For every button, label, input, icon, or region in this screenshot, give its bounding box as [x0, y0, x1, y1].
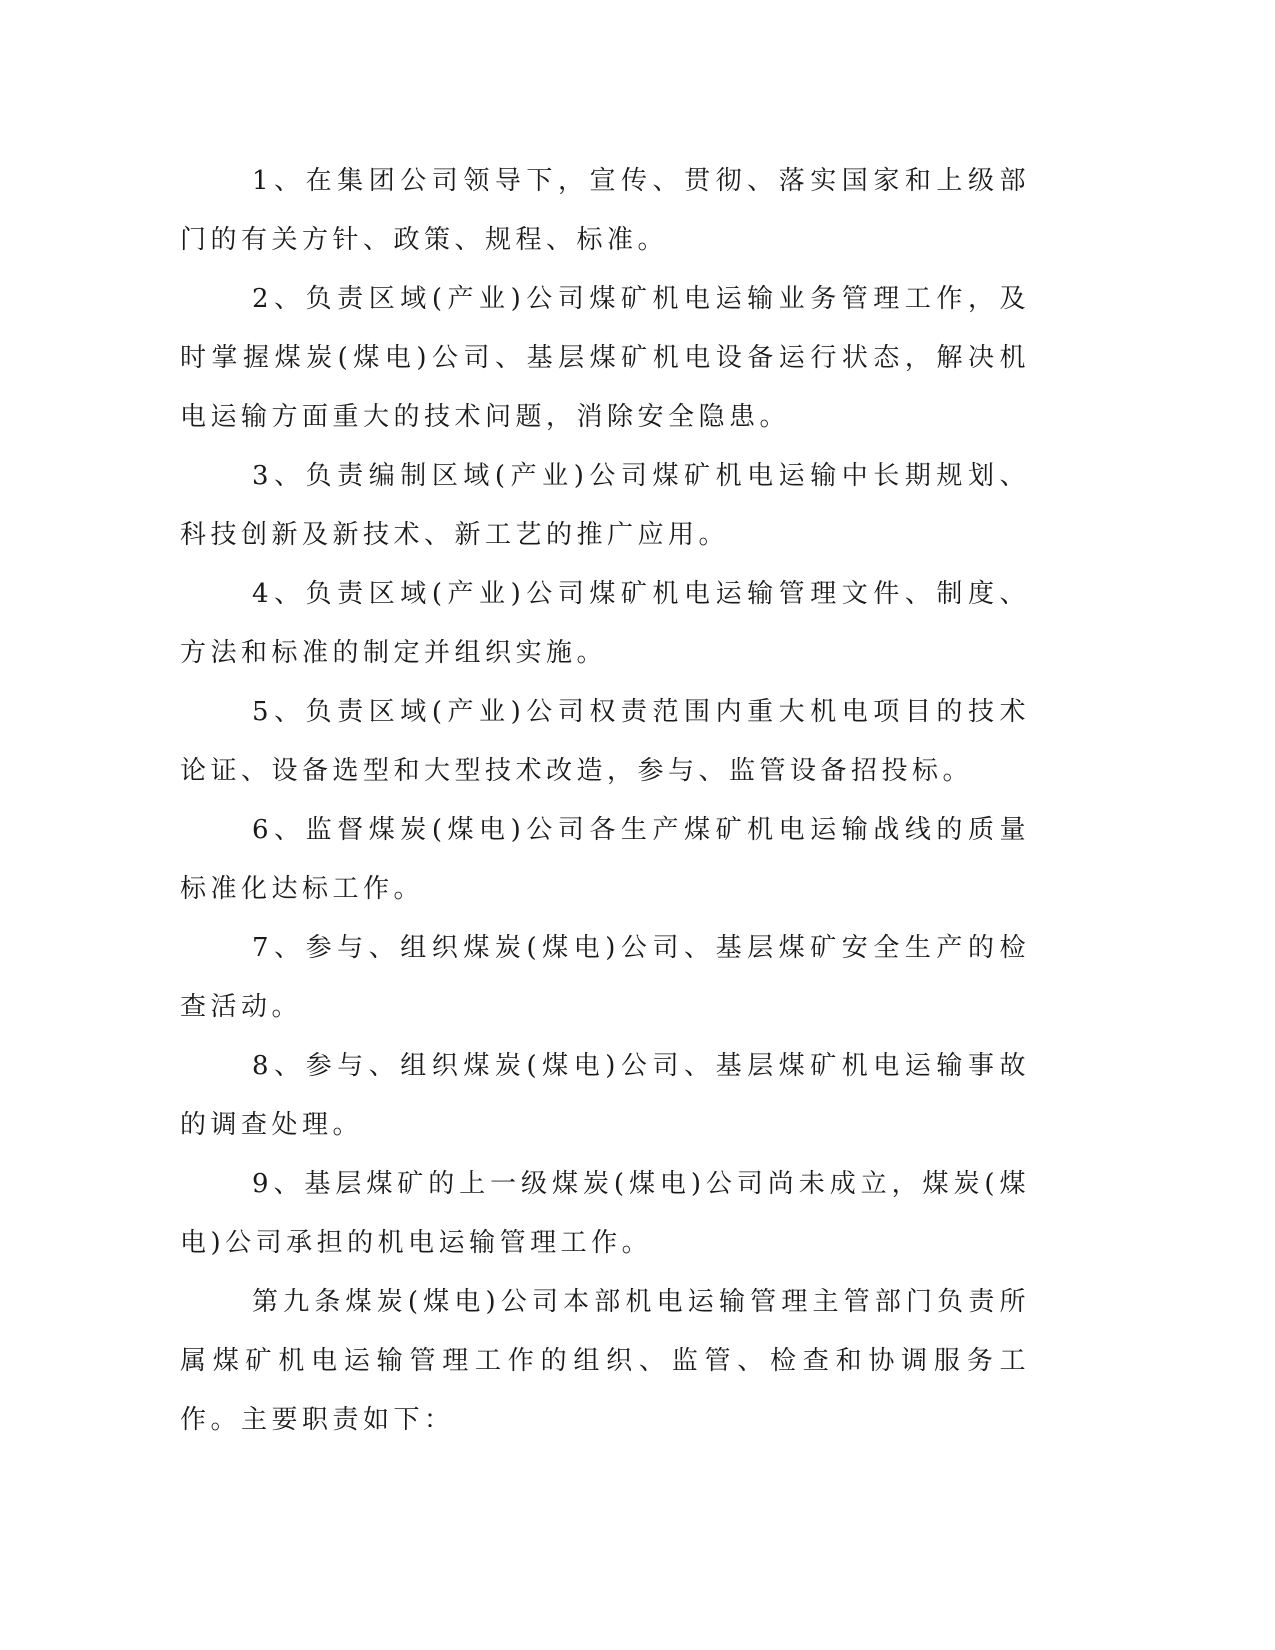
duty-item-6: 6、监督煤炭(煤电)公司各生产煤矿机电运输战线的质量标准化达标工作。: [180, 815, 1030, 904]
document-body: [180, 152, 1030, 1450]
duty-item-3: 3、负责编制区域(产业)公司煤矿机电运输中长期规划、科技创新及新技术、新工艺的推广应用。: [180, 461, 1030, 550]
duty-item-4: 4、负责区域(产业)公司煤矿机电运输管理文件、制度、方法和标准的制定并组织实施。: [180, 579, 1030, 668]
duty-item-8: 8、参与、组织煤炭(煤电)公司、基层煤矿机电运输事故的调查处理。: [180, 1051, 1030, 1140]
duty-item-2: 2、负责区域(产业)公司煤矿机电运输业务管理工作，及时掌握煤炭(煤电)公司、基层煤矿机电设备运行状态，解决机电运输方面重大的技术问题，消除安全隐患。: [180, 284, 1030, 432]
duty-item-7: 7、参与、组织煤炭(煤电)公司、基层煤矿安全生产的检查活动。: [180, 933, 1030, 1022]
duty-item-1: 1、在集团公司领导下，宣传、贯彻、落实国家和上级部门的有关方针、政策、规程、标准。: [180, 166, 1030, 255]
duty-item-5: 5、负责区域(产业)公司权责范围内重大机电项目的技术论证、设备选型和大型技术改造，参与、监管设备招投标。: [180, 697, 1030, 786]
article-nine-paragraph: 第九条煤炭(煤电)公司本部机电运输管理主管部门负责所属煤矿机电运输管理工作的组织、监管、检查和协调服务工作。主要职责如下：: [180, 1287, 1030, 1435]
duty-item-9: 9、基层煤矿的上一级煤炭(煤电)公司尚未成立，煤炭(煤电)公司承担的机电运输管理工作。: [180, 1169, 1030, 1258]
